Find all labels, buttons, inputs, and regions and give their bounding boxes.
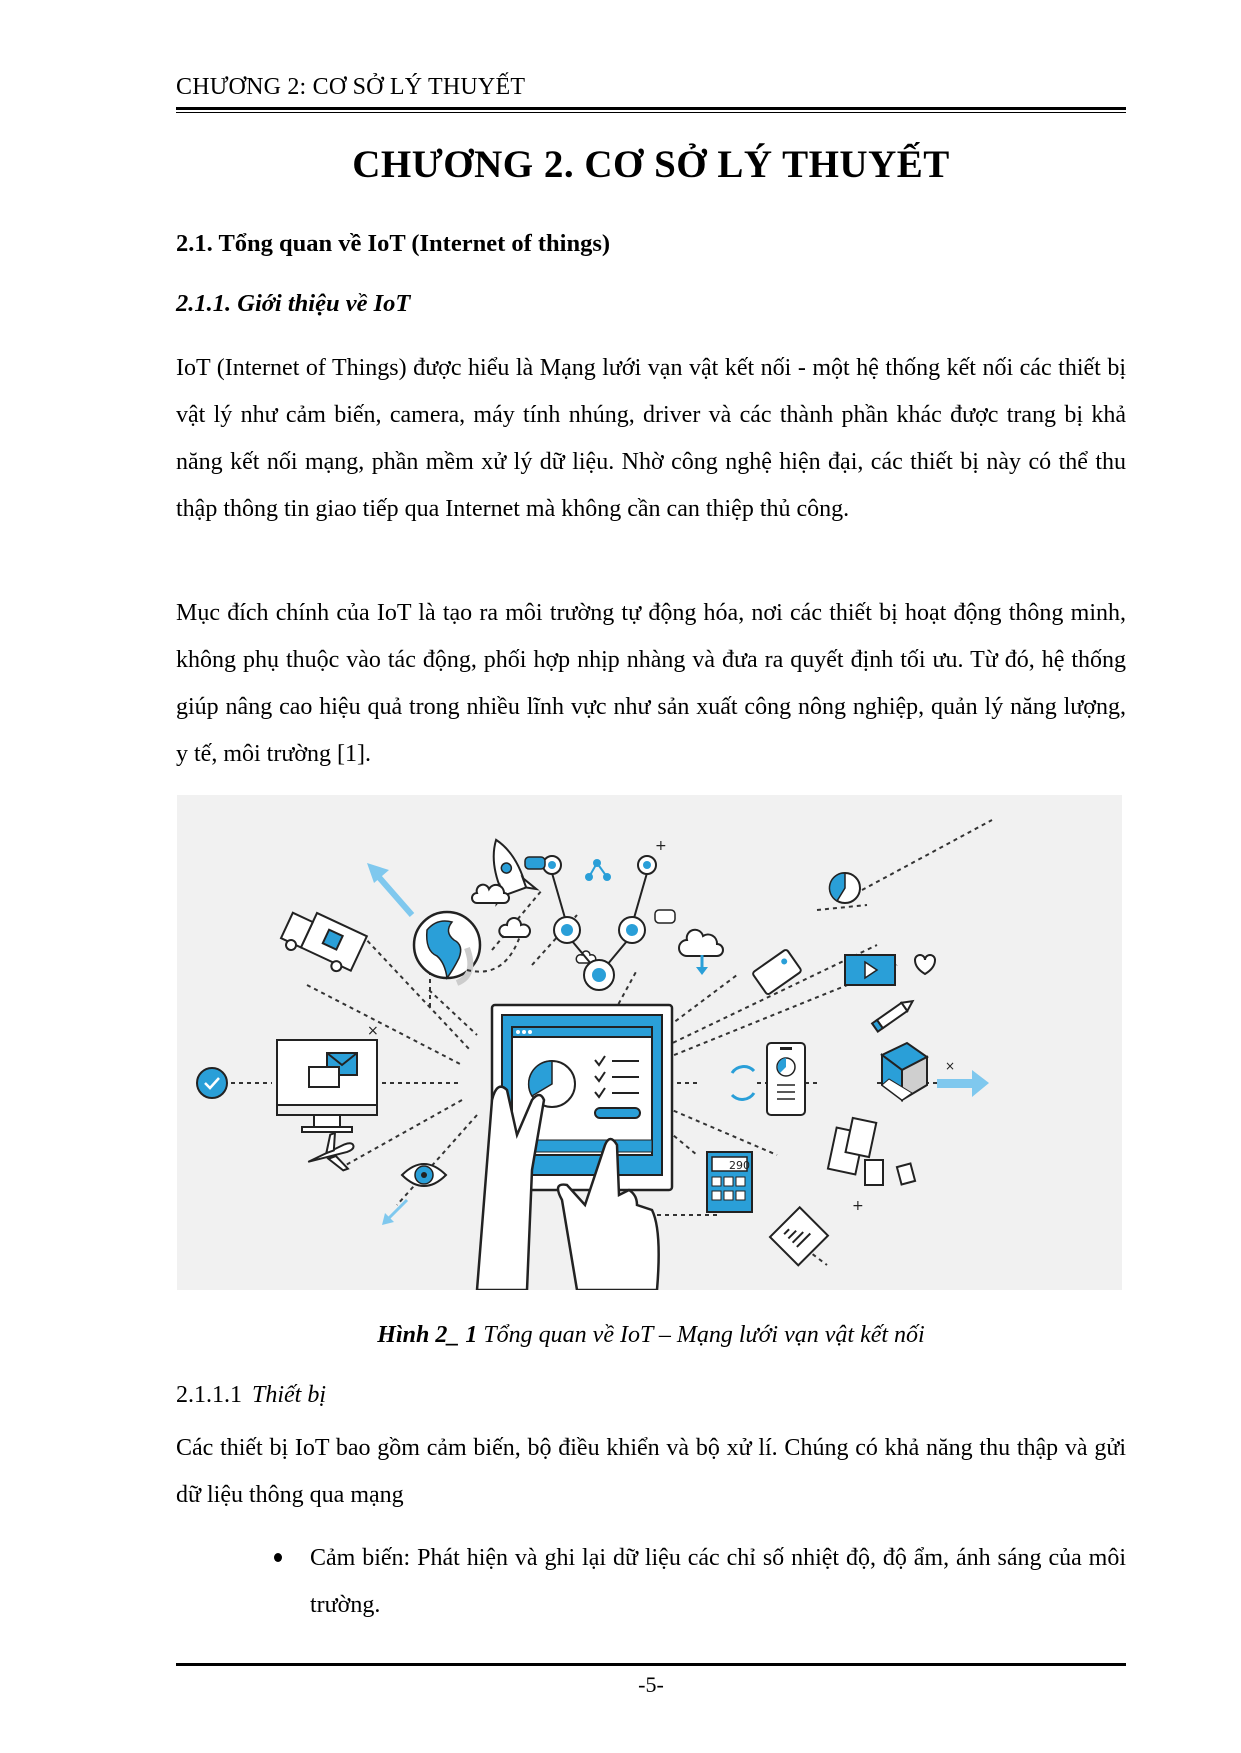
subsubsection-heading — [176, 1382, 326, 1409]
paragraph-intro: IoT (Internet of Things) được hiểu là Mạng lưới vạn vật kết nối - một hệ thống kết nối các thiết bị vật lý như cảm biến, camera, máy tính nhúng, driver và các thành phần khác được trang bị khả năng kết nối mạng, phần mềm xử lý dữ liệu. Nhờ công nghệ hiện đại, các thiết bị này có thể thu thập thông tin giao tiếp qua Internet mà không cần can thiệp thủ công. — [176, 355, 1126, 522]
section-heading — [176, 230, 610, 258]
running-header: CHƯƠNG 2: CƠ SỞ LÝ THUYẾT — [176, 74, 526, 100]
pie-chart-icon — [829, 873, 860, 903]
calculator-display: 290 — [729, 1159, 750, 1172]
x-mark-icon: × — [367, 1023, 379, 1039]
chapter-title: CHƯƠNG 2. CƠ SỞ LÝ THUYẾT — [352, 143, 950, 186]
plus-mark-icon: + — [852, 1198, 864, 1214]
caption-label: Hình 2_ 1 — [377, 1322, 478, 1348]
page-number: -5- — [638, 1672, 664, 1697]
paragraph-purpose: Mục đích chính của IoT là tạo ra môi trường tự động hóa, nơi các thiết bị hoạt động thông minh, không phụ thuộc vào tác động, phối hợp nhịp nhàng và đưa ra quyết định tối ưu. Từ đó, hệ thống giúp nâng cao hiệu quả trong nhiều lĩnh vực như sản xuất công nông nghiệp, quản lý năng lượng, y tế, môi trường [1]. — [176, 600, 1126, 767]
footer-rule — [176, 1663, 1126, 1666]
subsubsection-title: Thiết bị — [252, 1382, 327, 1408]
subsubsection-number: 2.1.1.1 — [176, 1382, 242, 1408]
header-rule-thin — [176, 112, 1126, 113]
x-mark-icon: × — [945, 1059, 956, 1073]
subsection-title: Giới thiệu về IoT — [237, 290, 411, 317]
header-rule-thick — [176, 107, 1126, 110]
bullet-text: Cảm biến: Phát hiện và ghi lại dữ liệu các chỉ số nhiệt độ, độ ẩm, ánh sáng của môi trường. — [310, 1545, 1126, 1618]
caption-text: Tổng quan về IoT – Mạng lưới vạn vật kết nối — [477, 1322, 925, 1348]
section-title: Tổng quan về IoT (Internet of things) — [218, 230, 611, 257]
plus-mark-icon: + — [655, 838, 667, 854]
iot-illustration — [177, 795, 1122, 1290]
video-play-icon — [845, 955, 895, 985]
paragraph-devices: Các thiết bị IoT bao gồm cảm biến, bộ điều khiển và bộ xử lí. Chúng có khả năng thu thập và gửi dữ liệu thông qua mạng — [176, 1435, 1126, 1508]
iot-figure — [177, 795, 1122, 1290]
subsection-number: 2.1.1. — [176, 290, 232, 317]
figure-caption — [176, 1322, 1126, 1349]
bullet-icon — [274, 1553, 282, 1562]
smartphone-icon — [767, 1043, 805, 1115]
check-circle-icon — [197, 1068, 227, 1098]
calculator-icon — [707, 1152, 752, 1212]
subsection-heading — [176, 290, 410, 318]
section-number: 2.1. — [176, 230, 213, 257]
